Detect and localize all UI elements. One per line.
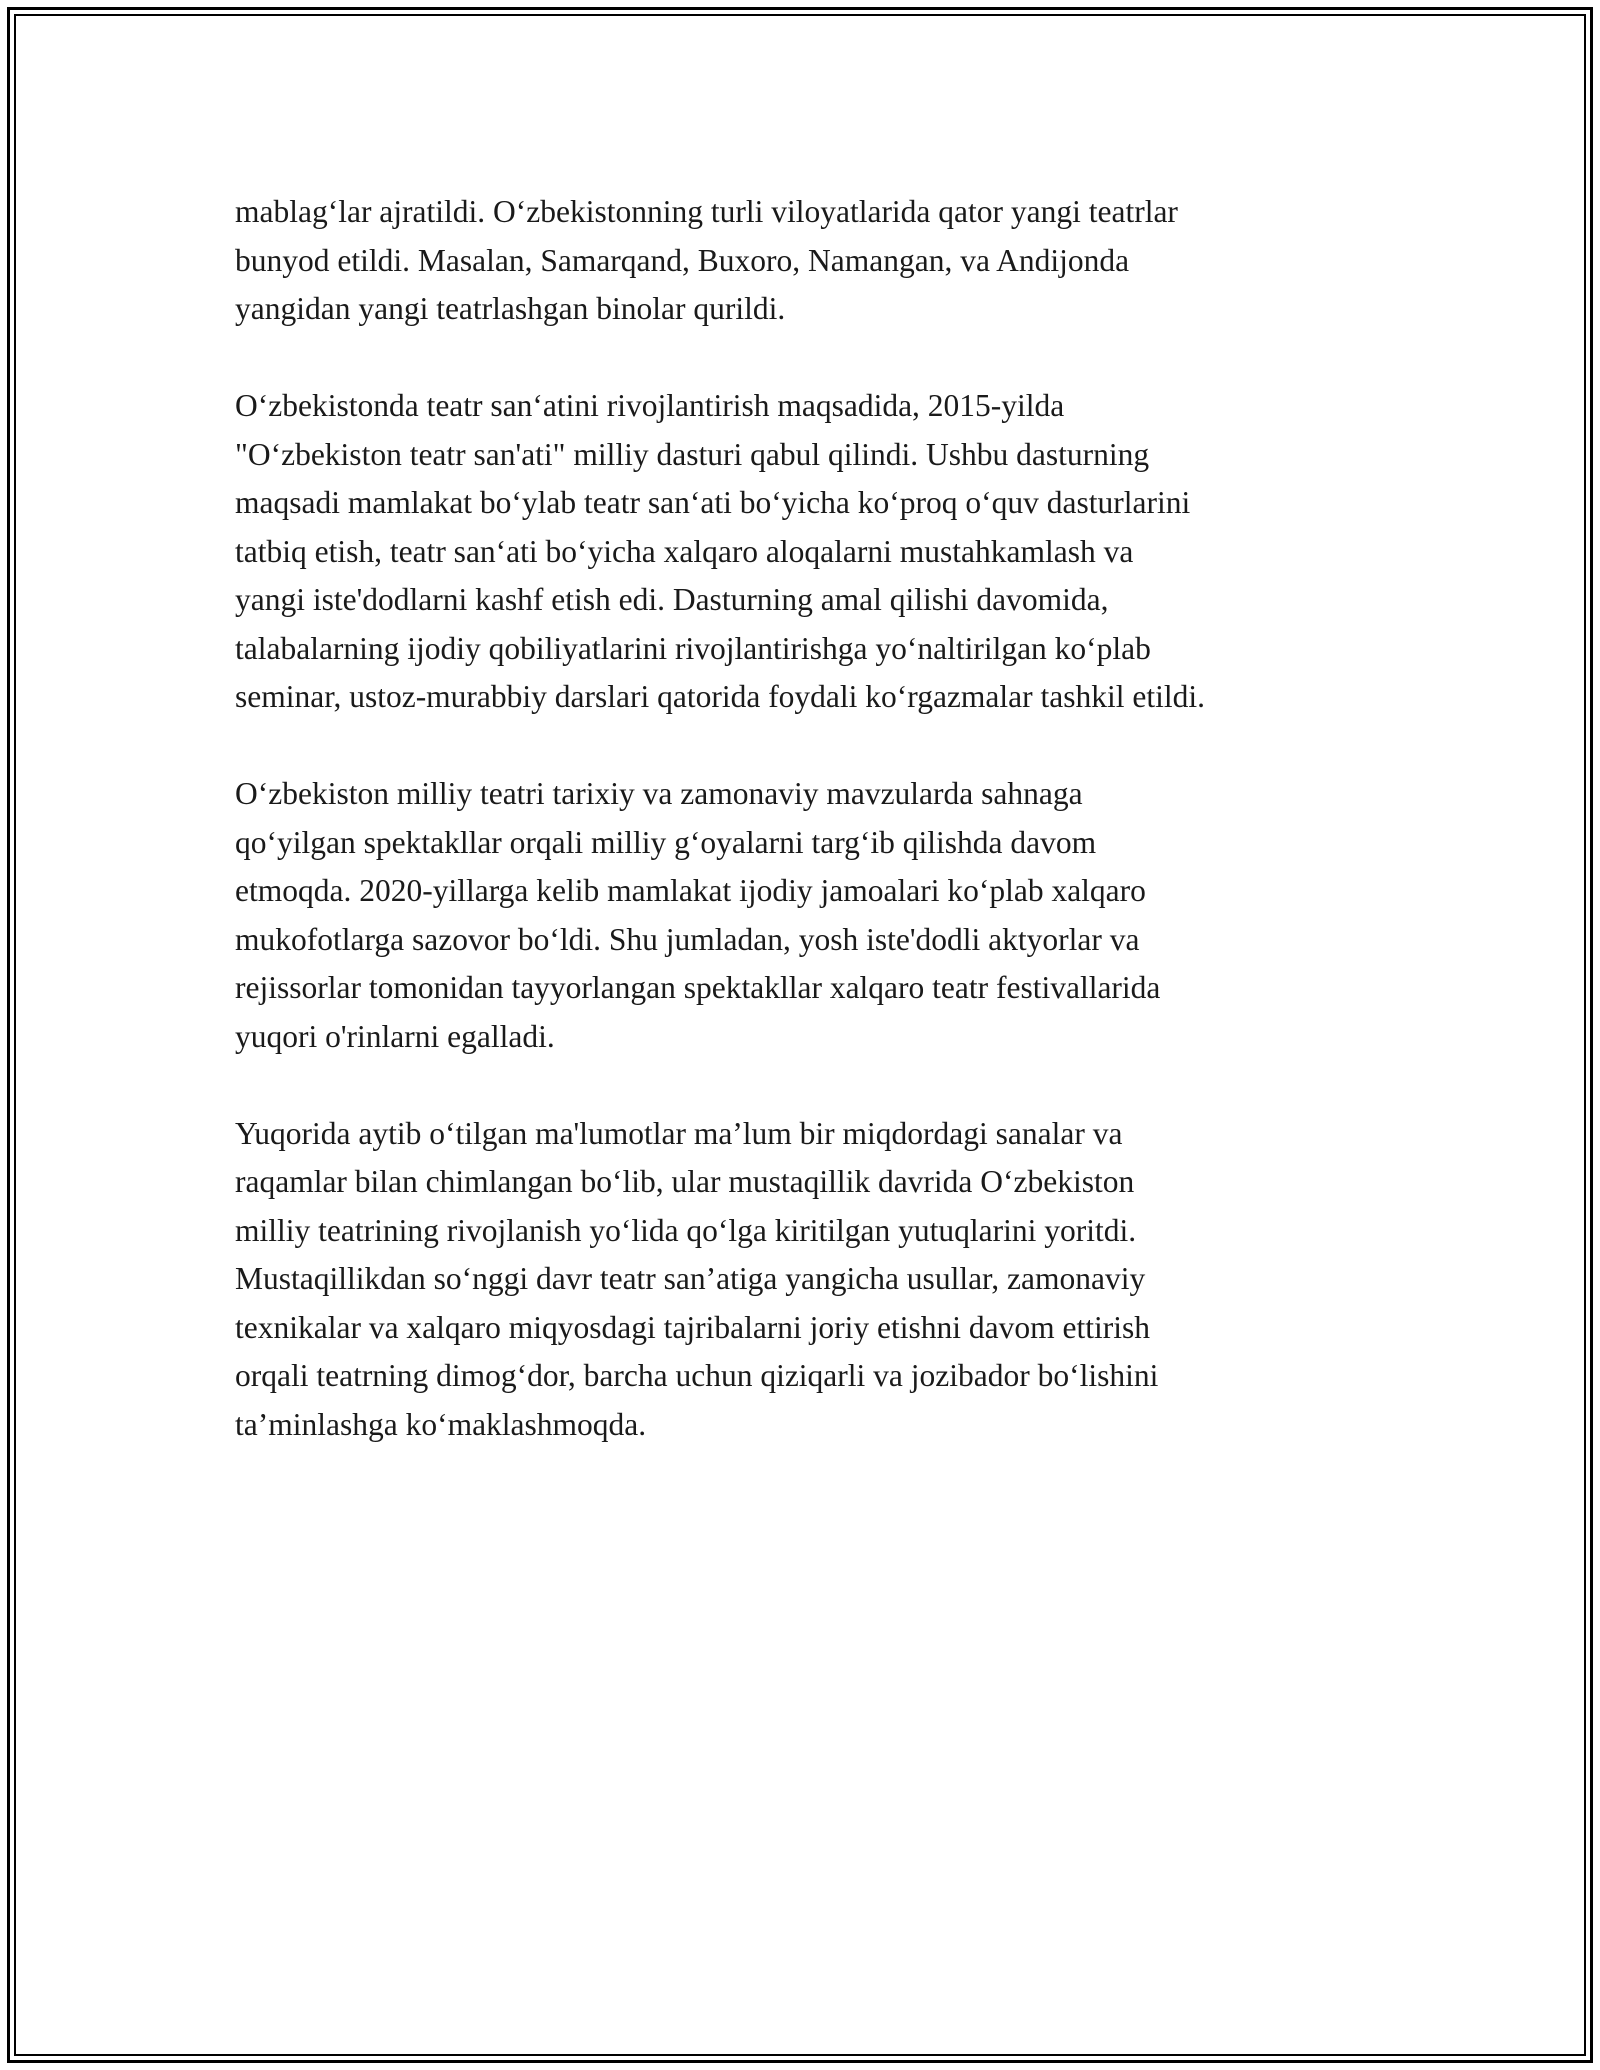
paragraph-3: O‘zbekiston milliy teatri tarixiy va zamonaviy mavzularda sahnaga qo‘yilgan spektakllar orqali milliy g‘oyalarni targ‘ib qilishda davom etmoqda. 2020-yillarga kelib mamlakat ijodiy jamoalari ko‘plab xalqaro mukofotlarga sazovor bo‘ldi. Shu jumladan, yosh iste'dodli aktyorlar va rejissorlar tomonidan tayyorlangan spektakllar xalqaro teatr festivallarida yuqori o'rinlarni egalladi. <box>235 776 1161 1054</box>
paragraph-1: mablag‘lar ajratildi. O‘zbekistonning turli viloyatlarida qator yangi teatrlar bunyod etildi. Masalan, Samarqand, Buxoro, Namangan, va Andijonda yangidan yangi teatrlashgan binolar qurildi. <box>235 194 1178 326</box>
paragraph-2: O‘zbekistonda teatr san‘atini rivojlantirish maqsadida, 2015-yilda "O‘zbekiston teatr san'ati" milliy dasturi qabul qilindi. Ushbu dasturning maqsadi mamlakat bo‘ylab teatr san‘ati bo‘yicha ko‘proq o‘quv dasturlarini tatbiq etish, teatr san‘ati bo‘yicha xalqaro aloqalarni mustahkamlash va yangi iste'dodlarni kashf etish edi. Dasturning amal qilishi davomida, talabalarning ijodiy qobiliyatlarini rivojlantirishga yo‘naltirilgan ko‘plab seminar, ustoz-murabbiy darslari qatorida foydali ko‘rgazmalar tashkil etildi. <box>235 388 1205 714</box>
paragraph-4: Yuqorida aytib o‘tilgan ma'lumotlar ma’lum bir miqdordagi sanalar va raqamlar bilan chimlangan bo‘lib, ular mustaqillik davrida O‘zbekiston milliy teatrining rivojlanish yo‘lida qo‘lga kiritilgan yutuqlarini yoritdi. Mustaqillikdan so‘nggi davr teatr san’atiga yangicha usullar, zamonaviy texnikalar va xalqaro miqyosdagi tajribalarni joriy etishni davom ettirish orqali teatrning dimog‘dor, barcha uchun qiziqarli va jozibador bo‘lishini ta’minlashga ko‘maklashmoqda. <box>235 1115 1159 1442</box>
document-body <box>235 188 1395 1498</box>
